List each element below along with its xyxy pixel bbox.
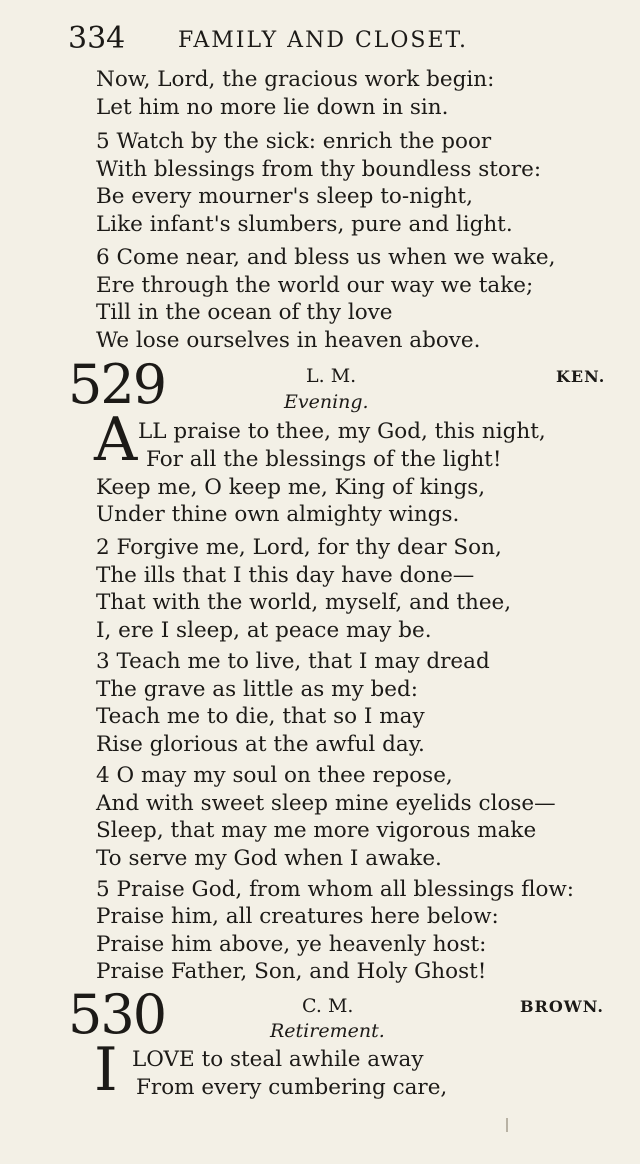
hymn-number: 530 bbox=[68, 983, 166, 1046]
verse-line: I, ere I sleep, at peace may be. bbox=[96, 618, 432, 643]
verse-line: Till in the ocean of thy love bbox=[96, 300, 393, 325]
verse-line: 5 Praise God, from whom all blessings flow: bbox=[96, 877, 575, 902]
verse-line: Praise Father, Son, and Holy Ghost! bbox=[96, 959, 487, 984]
hymn-meter: L. M. bbox=[306, 365, 357, 387]
verse-line: Be every mourner's sleep to-night, bbox=[96, 184, 473, 209]
verse-line: Let him no more lie down in sin. bbox=[96, 95, 449, 120]
verse-line: 4 O may my soul on thee repose, bbox=[96, 763, 453, 788]
hymn-author: BROWN. bbox=[520, 997, 604, 1016]
verse-line: Rise glorious at the awful day. bbox=[96, 732, 425, 757]
verse-line: Keep me, O keep me, King of kings, bbox=[96, 475, 486, 500]
page-number: 334 bbox=[68, 21, 126, 56]
verse-line: 2 Forgive me, Lord, for thy dear Son, bbox=[96, 535, 502, 560]
verse-line: Like infant's slumbers, pure and light. bbox=[96, 212, 513, 237]
hymn-number: 529 bbox=[68, 353, 166, 416]
hymn-author: KEN. bbox=[556, 367, 606, 386]
verse-line: 6 Come near, and bless us when we wake, bbox=[96, 245, 556, 270]
verse-line: Praise him above, ye heavenly host: bbox=[96, 932, 487, 957]
drop-cap: I bbox=[94, 1035, 118, 1105]
verse-line: With blessings from thy boundless store: bbox=[96, 157, 542, 182]
verse-line: Now, Lord, the gracious work begin: bbox=[96, 67, 495, 92]
verse-line: And with sweet sleep mine eyelids close— bbox=[96, 791, 556, 816]
hymn-meter: C. M. bbox=[302, 995, 354, 1017]
verse-line: The grave as little as my bed: bbox=[96, 677, 419, 702]
verse-line: 5 Watch by the sick: enrich the poor bbox=[96, 129, 492, 154]
verse-line: Ere through the world our way we take; bbox=[96, 273, 534, 298]
page-header bbox=[68, 22, 588, 56]
verse-line: We lose ourselves in heaven above. bbox=[96, 328, 481, 353]
running-title: FAMILY AND CLOSET. bbox=[178, 28, 468, 53]
verse-line: Under thine own almighty wings. bbox=[96, 502, 460, 527]
verse-line: To serve my God when I awake. bbox=[96, 846, 442, 871]
verse-line: Sleep, that may me more vigorous make bbox=[96, 818, 537, 843]
paper-speck bbox=[506, 1118, 508, 1132]
verse-line: 3 Teach me to live, that I may dread bbox=[96, 649, 490, 674]
verse-line: LL praise to thee, my God, this night, bbox=[138, 419, 546, 444]
tune-name: Evening. bbox=[284, 391, 369, 413]
verse-line: That with the world, myself, and thee, bbox=[96, 590, 512, 615]
verse-line: Praise him, all creatures here below: bbox=[96, 904, 499, 929]
verse-line: LOVE to steal awhile away bbox=[132, 1047, 424, 1072]
tune-name: Retirement. bbox=[270, 1020, 385, 1042]
verse-line: From every cumbering care, bbox=[136, 1075, 448, 1100]
verse-line: For all the blessings of the light! bbox=[146, 447, 502, 472]
drop-cap: A bbox=[94, 405, 138, 475]
verse-line: The ills that I this day have done— bbox=[96, 563, 475, 588]
verse-line: Teach me to die, that so I may bbox=[96, 704, 425, 729]
